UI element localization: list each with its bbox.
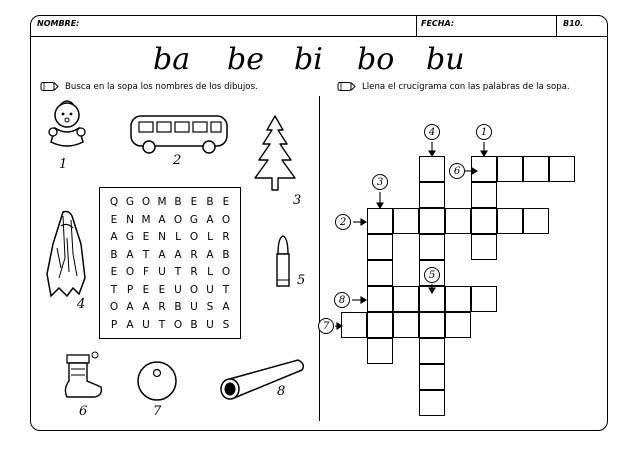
word-search-letter: G: [125, 231, 135, 243]
name-label: NOMBRE:: [37, 19, 80, 28]
instruction-left-text: Busca en la sopa los nombres de los dibujos.: [65, 81, 258, 92]
word-search-letter: O: [173, 213, 183, 226]
crossword-clue-number: 2: [335, 214, 351, 230]
word-search-letter: L: [207, 231, 213, 243]
word-search-letter: O: [125, 266, 135, 278]
word-search-letter: U: [190, 301, 198, 313]
picture-number: 2: [173, 153, 182, 168]
word-search-letter: E: [158, 283, 166, 296]
word-search-letter: O: [221, 213, 231, 226]
word-search-letter: A: [222, 301, 230, 313]
word-search-letter: A: [174, 248, 182, 261]
picture-number: 1: [59, 157, 68, 172]
word-search-letter: A: [158, 248, 166, 261]
word-search-letter: T: [158, 318, 166, 331]
word-search-letter: E: [142, 231, 150, 243]
word-search-letter: A: [126, 318, 134, 331]
word-search-letter: E: [190, 196, 198, 208]
crossword-arrows: [31, 16, 609, 432]
word-search-letter: A: [158, 213, 166, 226]
word-search-letter: E: [222, 196, 230, 208]
word-search-letter: B: [110, 248, 118, 261]
word-search-letter: B: [190, 318, 198, 331]
word-search-letter: A: [110, 231, 118, 243]
word-search-letter: A: [142, 301, 150, 313]
word-search-letter: L: [207, 266, 213, 278]
word-search-letter: A: [206, 213, 214, 226]
picture-number: 3: [293, 193, 302, 208]
word-search-letter: A: [206, 248, 214, 261]
word-search-letter: P: [126, 283, 134, 296]
date-label: FECHA:: [421, 19, 455, 28]
word-search-letter: T: [174, 266, 182, 278]
word-search-letter: B: [174, 301, 182, 313]
word-search-letter: Q: [109, 196, 119, 208]
word-search-letter: B: [174, 196, 182, 208]
word-search-letter: A: [126, 301, 134, 313]
crossword-clue-number: 6: [449, 163, 465, 179]
syllable: ba: [153, 42, 191, 77]
crossword-clue-number: 5: [424, 267, 440, 283]
crossword-clue-number: 8: [334, 292, 350, 308]
word-search-letter: F: [142, 266, 150, 278]
crossword-clue-number: 1: [476, 124, 492, 140]
word-search-letter: P: [110, 318, 118, 331]
word-search-letter: R: [190, 266, 198, 278]
word-search-letter: R: [222, 231, 230, 243]
syllable: be: [227, 42, 264, 77]
picture-number: 6: [79, 404, 88, 419]
picture-number: 8: [277, 384, 286, 399]
syllable: bi: [294, 42, 323, 77]
word-search-letter: E: [142, 283, 150, 296]
crossword-clue-number: 4: [424, 124, 440, 140]
word-search-letter: R: [190, 248, 198, 261]
word-search-letter: M: [141, 213, 151, 226]
word-search-letter: U: [206, 283, 214, 296]
word-search-letter: A: [126, 248, 134, 261]
word-search-letter: G: [125, 196, 135, 208]
word-search-letter: B: [222, 248, 230, 261]
word-search-letter: M: [157, 196, 167, 208]
word-search-letter: N: [158, 231, 166, 243]
syllable: bo: [357, 42, 395, 77]
sheet-code: B10.: [563, 19, 584, 28]
word-search-letter: E: [110, 213, 118, 226]
word-search-letter: U: [206, 318, 214, 331]
worksheet: [30, 15, 608, 431]
word-search-letter: O: [221, 266, 231, 278]
word-search-letter: L: [175, 231, 181, 243]
crossword-clue-number: 3: [372, 174, 388, 190]
word-search-letter: U: [174, 283, 182, 296]
picture-number: 7: [153, 404, 162, 419]
word-search-letter: B: [206, 196, 214, 208]
word-search-letter: N: [126, 213, 134, 226]
picture-number: 4: [77, 297, 86, 312]
word-search-letter: R: [158, 301, 166, 313]
word-search-letter: T: [142, 248, 150, 261]
word-search-letter: T: [222, 283, 230, 296]
word-search-letter: O: [173, 318, 183, 331]
word-search-letter: O: [189, 231, 199, 243]
syllable: bu: [426, 42, 465, 77]
word-search-letter: O: [109, 301, 119, 313]
word-search-letter: O: [189, 283, 199, 296]
word-search-letter: S: [206, 301, 214, 313]
word-search-letter: U: [142, 318, 150, 331]
crossword-clue-number: 7: [318, 318, 334, 334]
word-search-letter: O: [141, 196, 151, 208]
word-search-letter: E: [110, 266, 118, 278]
word-search-letter: G: [189, 213, 199, 226]
instruction-right-text: Llena el crucigrama con las palabras de la sopa.: [362, 81, 570, 92]
word-search-letter: S: [222, 318, 230, 331]
word-search-letter: T: [110, 283, 118, 296]
word-search-letter: U: [158, 266, 166, 278]
picture-number: 5: [297, 273, 306, 288]
